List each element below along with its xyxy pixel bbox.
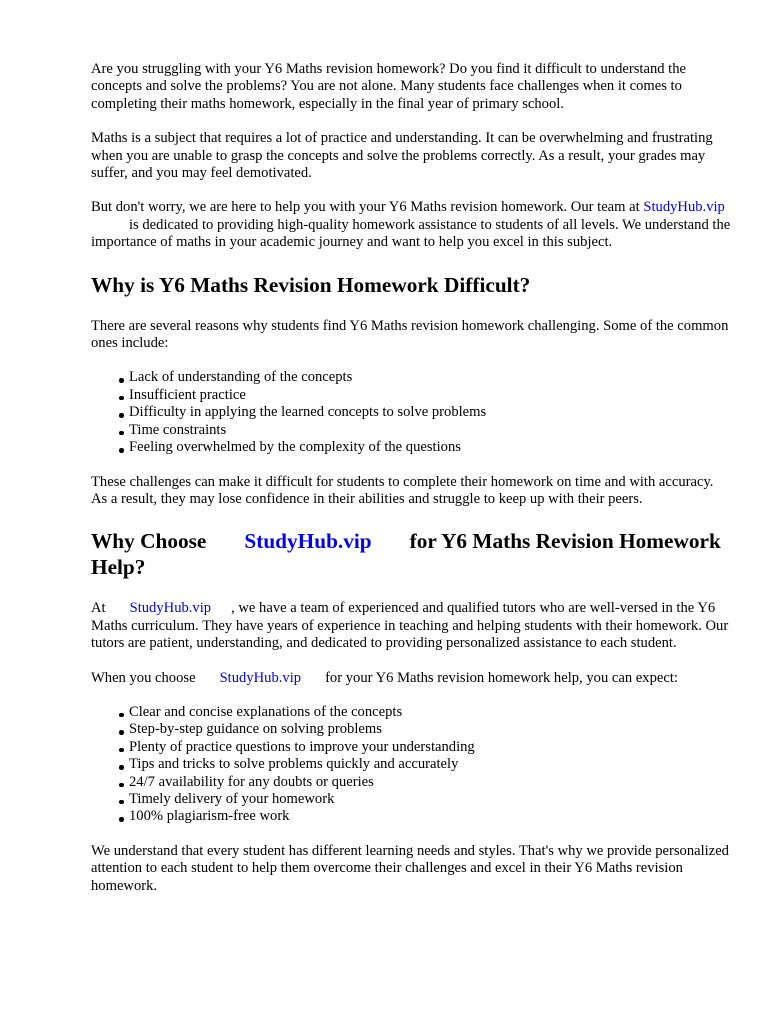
studyhub-link[interactable]: StudyHub.vip (129, 600, 212, 617)
section1-outro: These challenges can make it difficult for students to complete their homework on time and with accuracy. As a result, they may lose confidence in their abilities and struggle to keep up with their peers. (91, 473, 714, 507)
document-body (91, 61, 731, 895)
list-item: Feeling overwhelmed by the complexity of the questions (91, 439, 731, 456)
section2-paragraph-1-end: , we have a team of experienced and qualified tutors who are well-versed in the Y6 Maths curriculum. They have years of experience in teaching and helping students with their homework. Our tutors are patient, understanding, and dedicated to providing personalized assistance to each student. (91, 600, 729, 652)
section2-paragraph-1 (91, 600, 731, 652)
section1-intro: There are several reasons why students find Y6 Maths revision homework challenging. Some of the common ones include: (91, 317, 729, 352)
studyhub-heading-link[interactable]: StudyHub.vip (244, 529, 372, 554)
intro-paragraph-3 (91, 199, 731, 251)
list-item: Timely delivery of your homework (91, 791, 731, 808)
list-item: Lack of understanding of the concepts (91, 369, 731, 386)
studyhub-link[interactable]: StudyHub.vip (219, 669, 302, 686)
intro-paragraph-3-end: is dedicated to providing high-quality homework assistance to students of all levels. We understand the importance of maths in your academic journey and want to help you excel in this subject. (91, 216, 731, 251)
heading-end: for Y6 Maths Revision Homework Help? (91, 529, 721, 580)
studyhub-link[interactable]: StudyHub.vip (643, 199, 725, 216)
benefits-list (91, 704, 731, 826)
section2-paragraph-2 (91, 670, 731, 687)
section2-paragraph-2-start: When you choose (91, 669, 196, 686)
list-item: Difficulty in applying the learned concepts to solve problems (91, 404, 731, 421)
intro-paragraph-1: Are you struggling with your Y6 Maths revision homework? Do you find it difficult to understand the concepts and solve the problems? You are not alone. Many students face challenges when it comes to completing their maths homework, especially in the final year of primary school. (91, 61, 687, 112)
section2-paragraph-1-start: At (91, 600, 106, 617)
list-item: Plenty of practice questions to improve your understanding (91, 739, 731, 756)
heading-start: Why Choose (91, 529, 207, 554)
list-item: Insufficient practice (91, 387, 731, 404)
section2-paragraph-2-end: for your Y6 Maths revision homework help, you can expect: (325, 669, 678, 686)
list-item: Time constraints (91, 422, 731, 439)
list-item: 100% plagiarism-free work (91, 808, 731, 825)
intro-paragraph-3-start: But don't worry, we are here to help you with your Y6 Maths revision homework. Our team at (91, 199, 640, 216)
section2-outro: We understand that every student has different learning needs and styles. That's why we provide personalized attention to each student to help them overcome their challenges and excel in their Y6 Maths revision homework. (91, 842, 729, 894)
section-heading-why-choose (91, 528, 731, 580)
list-item: 24/7 availability for any doubts or queries (91, 774, 731, 791)
list-item: Step-by-step guidance on solving problems (91, 721, 731, 738)
section-heading-difficulty: Why is Y6 Maths Revision Homework Difficult? (91, 272, 531, 297)
list-item: Clear and concise explanations of the concepts (91, 704, 731, 721)
list-item: Tips and tricks to solve problems quickly and accurately (91, 756, 731, 773)
intro-paragraph-2: Maths is a subject that requires a lot of practice and understanding. It can be overwhelming and frustrating when you are unable to grasp the concepts and solve the problems correctly. As a result, your grades may suffer, and you may feel demotivated. (91, 130, 713, 182)
difficulty-list (91, 369, 731, 456)
